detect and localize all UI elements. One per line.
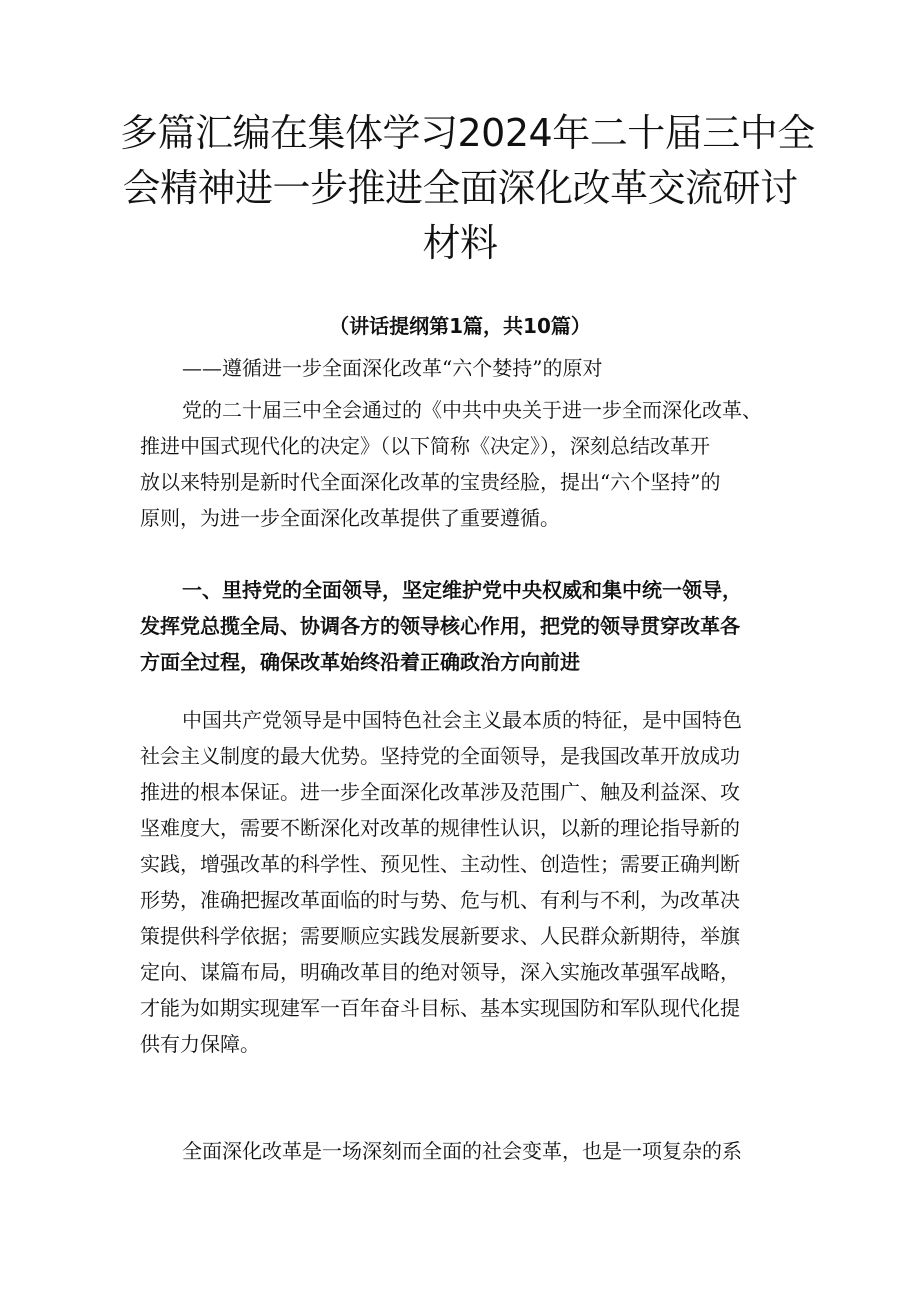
intro-paragraph: [140, 392, 790, 536]
section-tagline: ——遵循进一步全面深化改革“六个婪持”的原对: [182, 356, 603, 380]
body-paragraph-2: [140, 702, 790, 1062]
heading-line: 发挥党总揽全局、协调各方的领导核心作用，把党的领导贯穿改革各: [140, 614, 740, 638]
title-line: 材料: [422, 221, 498, 265]
paragraph-line: 推进中国式现代化的决定》（以下简称《决定》），深刻总结改革开: [140, 434, 710, 458]
paragraph-line: 原则，为进一步全面深化改革提供了重要遵循。: [140, 506, 560, 530]
body-paragraph-3: [140, 1133, 790, 1169]
section-heading-1: [140, 572, 790, 680]
paragraph-line: 党的二十届三中全会通过的《中共中央关于进一步全而深化改革、: [182, 398, 762, 422]
paragraph-line: 定向、谋篇布局，明确改革目的绝对领导，深入实施改革强军战略，: [140, 960, 740, 984]
paragraph-line: 放以来特别是新时代全面深化改革的宝贵经脸，提出“六个坚持”的: [140, 470, 721, 494]
document-title: [120, 106, 815, 271]
heading-line: 一、里持党的全面领导，坚定维护党中央权威和集中统一领导，: [182, 578, 742, 602]
paragraph-line: 策提供科学依据；需要顺应实践发展新要求、人民群众新期待，举旗: [140, 924, 740, 948]
paragraph-line: 中国共产党领导是中国特色社会主义最本质的特征，是中国特色: [182, 708, 742, 732]
title-line: 会精神进一步推进全面深化改革交流研讨: [122, 166, 798, 210]
paragraph-line: 形势，准确把握改革面临的时与势、危与机、有利与不利，为改革决: [140, 888, 740, 912]
paragraph-line: 全面深化改革是一场深刻而全面的社会变革，也是一项复杂的系: [182, 1139, 742, 1163]
paragraph-line: 才能为如期实现建军一百年奋斗目标、基本实现国防和军队现代化提: [140, 996, 740, 1020]
document-subtitle: （讲话提纲第1篇，共10篇）: [329, 314, 591, 338]
paragraph-line: 供有力保障。: [140, 1032, 260, 1056]
title-line: 多篇汇编在集体学习2024年二十届三中全: [120, 111, 815, 155]
heading-line: 方面全过程，确保改革始终沿着正确政治方向前进: [140, 650, 580, 674]
paragraph-line: 实践，增强改革的科学性、预见性、主动性、创造性；需要正确判断: [140, 852, 740, 876]
paragraph-line: 社会主义制度的最大优势。坚持党的全面领导，是我国改革开放成功: [140, 744, 740, 768]
paragraph-line: 推进的根本保证。进一步全面深化改革涉及范围广、触及利益深、攻: [140, 780, 740, 804]
paragraph-line: 坚难度大，需要不断深化对改革的规律性认识，以新的理论指导新的: [140, 816, 740, 840]
